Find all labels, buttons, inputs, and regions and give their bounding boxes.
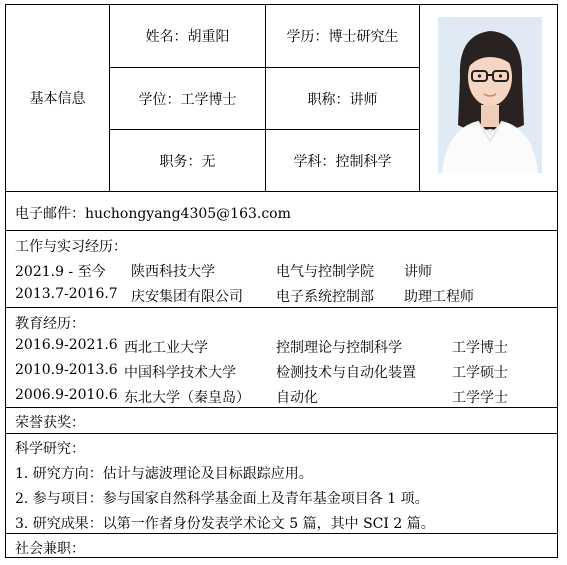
honors-heading: 荣誉获奖：	[15, 415, 85, 431]
edu-period: 2010.9-2013.6	[15, 362, 118, 378]
email-value[interactable]: huchongyang4305@163.com	[85, 206, 291, 222]
edu-major: 控制理论与控制科学	[276, 340, 402, 356]
edu-degree: 工学学士	[452, 390, 508, 406]
work-period: 2013.7-2016.7	[15, 286, 118, 302]
email-row	[15, 203, 291, 223]
academic-title-field: 职称：讲师	[307, 91, 378, 108]
work-heading: 工作与实习经历：	[15, 239, 127, 255]
research-item: 3. 研究成果：以第一作者身份发表学术论文 5 篇，其中 SCI 2 篇。	[15, 516, 435, 532]
email-label: 电子邮件：	[15, 206, 85, 222]
work-org: 陕西科技大学	[131, 264, 215, 280]
edu-period: 2016.9-2021.6	[15, 337, 118, 353]
divider	[419, 5, 420, 191]
work-org: 庆安集团有限公司	[131, 289, 243, 305]
basic-info-label: 基本信息	[29, 91, 86, 107]
education-level-field: 学历：博士研究生	[286, 29, 399, 45]
position-field: 职务：无	[159, 153, 216, 170]
research-heading: 科学研究：	[15, 441, 85, 457]
edu-school: 西北工业大学	[124, 340, 208, 356]
research-item: 2. 参与项目：参与国家自然科学基金面上及青年基金项目各 1 项。	[15, 491, 429, 507]
edu-major: 自动化	[276, 390, 318, 406]
divider	[6, 407, 557, 408]
work-dept: 电子系统控制部	[276, 289, 374, 305]
divider	[6, 533, 557, 534]
work-role: 讲师	[404, 264, 432, 280]
research-item: 1. 研究方向：估计与滤波理论及目标跟踪应用。	[15, 466, 313, 482]
name-field: 姓名：胡重阳	[145, 29, 230, 45]
resume-table	[5, 4, 558, 558]
edu-degree: 工学硕士	[452, 365, 508, 381]
social-heading: 社会兼职：	[15, 541, 85, 557]
edu-school: 中国科学技术大学	[124, 365, 236, 381]
divider	[6, 433, 557, 434]
discipline-field: 学科：控制科学	[293, 153, 392, 170]
degree-field: 学位：工学博士	[138, 91, 237, 108]
divider	[6, 230, 557, 231]
edu-degree: 工学博士	[452, 340, 508, 356]
work-dept: 电气与控制学院	[276, 264, 374, 280]
education-heading: 教育经历：	[15, 316, 85, 332]
edu-period: 2006.9-2010.6	[15, 387, 118, 403]
edu-school: 东北大学（秦皇岛）	[124, 390, 250, 406]
portrait-image	[438, 17, 542, 173]
edu-major: 检测技术与自动化装置	[276, 365, 416, 381]
work-role: 助理工程师	[404, 289, 474, 305]
work-period: 2021.9 - 至今	[15, 264, 106, 280]
profile-photo	[438, 17, 542, 173]
divider	[6, 191, 557, 192]
divider	[6, 307, 557, 308]
